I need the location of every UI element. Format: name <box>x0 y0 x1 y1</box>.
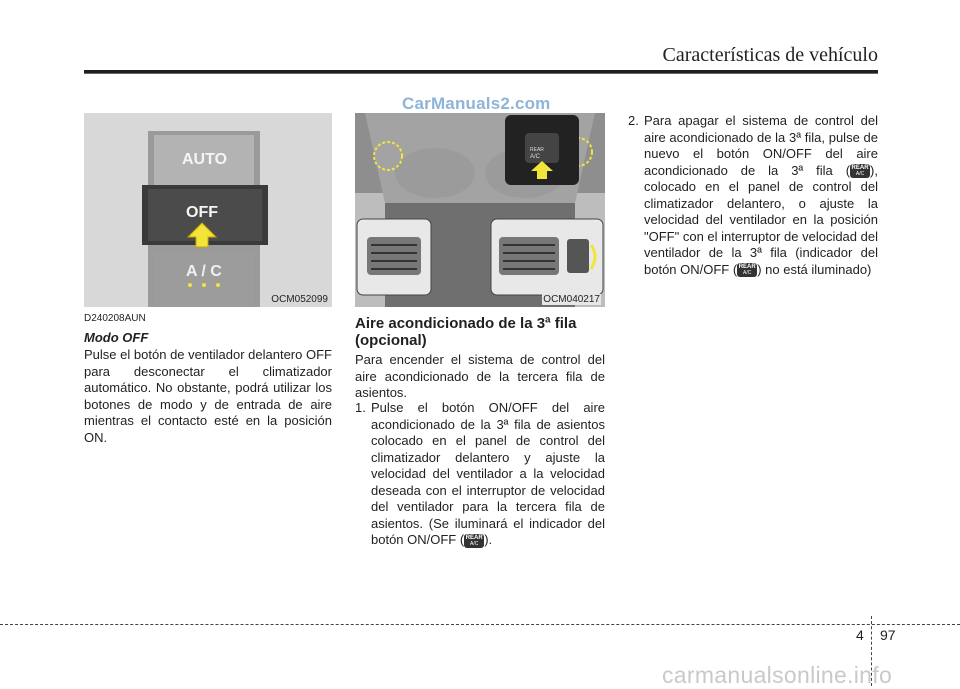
step-2-text-a: Para apagar el sistema de control del aire acondicionado de la 3ª fila, pulse de nuevo el botón ON/OFF del aire acondicionado de la 3ª fila ( <box>644 113 878 178</box>
inset-label-ac: A/C <box>530 154 541 160</box>
reference-code: D240208AUN <box>84 313 146 324</box>
step-1 <box>355 400 605 549</box>
rear-ac-button-icon <box>737 263 757 277</box>
badge-bottom-text: A/C <box>743 270 752 277</box>
figure-off-button <box>84 113 332 307</box>
step-1-number: 1. <box>355 400 366 415</box>
badge-bottom-text: A/C <box>855 171 865 178</box>
section-title: Características de vehículo <box>662 44 878 66</box>
chapter-number: 4 <box>856 627 864 643</box>
paragraph-intro: Para encender el sistema de control del aire acondicionado de la tercera fila de asientos. <box>355 352 605 400</box>
ac-button-label: A / C <box>186 263 222 280</box>
paragraph-modo-off: Pulse el botón de ventilador delantero OFF para desconectar el climatizador automático. No obstante, podrá utilizar los botones de modo y de entrada de aire mientras el contacto esté en la posición ON. <box>84 347 332 445</box>
heading-line-1: Aire acondicionado de la 3ª fila <box>355 315 577 332</box>
header-rule-thin <box>84 73 878 74</box>
step-1-end: ). <box>484 532 493 547</box>
badge-bottom-text: A/C <box>470 540 479 547</box>
badge-top-text: REAR <box>851 165 869 172</box>
rear-ac-button-icon <box>850 164 870 178</box>
off-button-label: OFF <box>186 204 218 221</box>
page-number: 97 <box>880 627 896 643</box>
step-2-number: 2. <box>628 113 639 128</box>
figure-code: OCM052099 <box>271 294 328 305</box>
rear-ac-button-icon <box>464 534 484 548</box>
section-heading <box>355 315 605 349</box>
subheading-modo-off: Modo OFF <box>84 330 149 345</box>
step-2 <box>628 113 878 278</box>
step-1-text: Pulse el botón ON/OFF del aire acondicionado de la 3ª fila de asientos colocado en el panel de control del climatizador delantero y ajuste la velocidad del ventilador a la velocidad deseada con el interruptor de velocidad del ventilador para la tercera fila de asientos. (Se iluminará el indicador del botón ON/OFF ( <box>371 400 605 547</box>
auto-button-label: AUTO <box>182 151 228 168</box>
footer-rule <box>0 624 960 625</box>
step-2-text-c: ) no está iluminado) <box>757 261 872 277</box>
badge-top-text: REAR <box>465 534 483 541</box>
inset-label-rear: REAR <box>530 147 544 153</box>
footer-site-watermark: carmanualsonline.info <box>662 662 893 688</box>
figure-rear-ac <box>355 113 605 307</box>
heading-line-2: (opcional) <box>355 332 427 349</box>
figure-code: OCM040217 <box>543 294 600 305</box>
watermark: CarManuals2.com <box>402 94 551 113</box>
interior-illustration <box>355 113 605 307</box>
step-2-text-b: ), colocado en el panel de control del climatizador delantero, o ajuste la velocidad del ventilador en la posición "OFF" con el interruptor de velocidad del ventilador de la 3ª fila (indicador del botón ON/OFF ( <box>644 162 878 277</box>
badge-top-text: REAR <box>738 264 756 271</box>
